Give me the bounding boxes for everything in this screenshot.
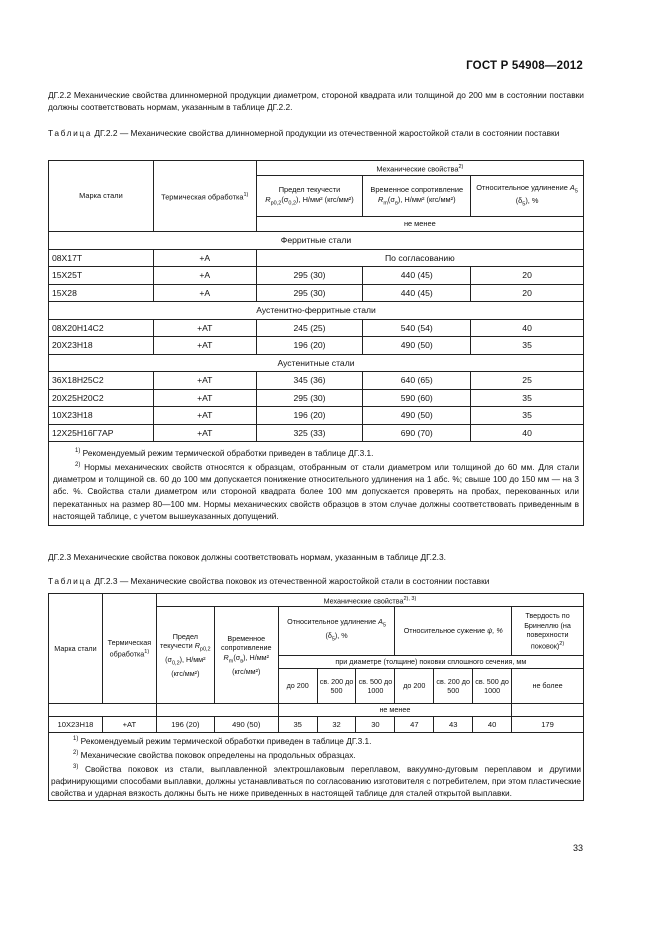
section-title: Аустенитные стали [49,354,584,372]
table-dg-2-3 [48,593,584,801]
header-elongation: Относительное удлинение $A_5$ $(\delta_5)$, % [471,176,584,217]
header-not-more: не более [512,669,584,704]
header-d3: св. 500 до 1000 [473,669,512,704]
table-footnotes: $^{1)}$ Рекомендуемый режим термической обработки приведен в таблице ДГ.3.1. $^{2)}$ Механические свойства поковок определены на продольных образцах. $^{3)}$ Свойства поковок из стали, выплавленной электрошлаковым переплавом, вакуумно-дуговым переплавом и другими рафинирующими способами выплавки, должны устанавливаться по согласованию изготовителя с потребителем, при этом пластические свойства и ударная вязкость должны быть не ниже приведенных в настоящей таблице для сталей открытой выплавки. [49,733,584,801]
header-not-less: не менее [278,704,511,717]
section-title: Ферритные стали [49,232,584,250]
caption-prefix: Таблица [48,128,93,138]
caption-text: ДГ.2.3 — Механические свойства поковок из отечественной жаростойкой стали в состоянии поставки [94,576,490,586]
header-yield: Предел текучести $R_{p0,2}$ $(\sigma_{0,2})$, Н/мм² (кгс/мм²) [156,607,214,704]
paragraph-dg-2-2: ДГ.2.2 Механические свойства длинномерной продукции диаметром, стороной квадрата или толщиной до 200 мм в состоянии поставки должны соответствовать нормам, указанным в таблице ДГ.2.2. [48,90,584,112]
table-caption-dg-2-3 [48,575,584,587]
table-row: 36Х18Н25С2 +АТ 345 (36) 640 (65) 25 [49,372,584,390]
table-row: 20Х25Н20С2 +АТ 295 (30) 590 (60) 35 [49,389,584,407]
table-row: 10Х23Н18 +АТ 196 (20) 490 (50) 35 [49,407,584,425]
caption-prefix: Таблица [48,576,93,586]
table-row: 08Х17Т +А По согласованию [49,249,584,267]
header-d1: до 200 [395,669,434,704]
table-row: 08Х20Н14С2 +АТ 245 (25) 540 (54) 40 [49,319,584,337]
page-number: 33 [572,843,583,853]
header-d2: св. 200 до 500 [434,669,473,704]
section-title: Аустенитно-ферритные стали [49,302,584,320]
header-d3: св. 500 до 1000 [356,669,395,704]
table-row: 20Х23Н18 +АТ 196 (20) 490 (50) 35 [49,337,584,355]
header-yield: Предел текучести $R_{p0,2}(\sigma_{0,2})$, Н/мм² (кгс/мм²) [256,176,363,217]
standard-header: ГОСТ Р 54908—2012 [466,60,583,72]
header-grade: Марка стали [49,594,103,704]
header-heat-treatment: Термическая обработка$^{1)}$ [153,161,256,232]
header-heat-treatment: Термическая обработка$^{1)}$ [102,594,156,704]
table-row: 15Х25Т +А 295 (30) 440 (45) 20 [49,267,584,285]
table-row: 12Х25Н16Г7АР +АТ 325 (33) 690 (70) 40 [49,424,584,442]
header-elongation: Относительное удлинение $A_5$ $(\delta_5)$, % [278,607,395,656]
header-reduction: Относительное сужение ψ, % [395,607,512,656]
table-row: 10Х23Н18 +АТ 196 (20) 490 (50) 35 32 30 47 43 40 179 [49,717,584,733]
header-d2: св. 200 до 500 [317,669,356,704]
paragraph-dg-2-3: ДГ.2.3 Механические свойства поковок должны соответствовать нормам, указанным в таблице ДГ.2.3. [48,552,446,562]
table-caption-dg-2-2 [48,127,584,139]
header-tensile: Временное сопротивление $R_m(\sigma_в)$, Н/мм² (кгс/мм²) [214,607,278,704]
table-row: 15Х28 +А 295 (30) 440 (45) 20 [49,284,584,302]
header-hardness: Твердость по Бринеллю (на поверхности поковок)$^{2)}$ [512,607,584,656]
table-dg-2-2 [48,160,584,526]
header-diameter: при диаметре (толщине) поковки сплошного сечения, мм [278,656,583,669]
header-mech-props: Механические свойства$^{2)}$ [256,161,583,176]
header-mech-props: Механические свойства$^{2), 3)}$ [156,594,583,607]
header-grade: Марка стали [49,161,154,232]
caption-text: ДГ.2.2 — Механические свойства длинномерной продукции из отечественной жаростойкой стали в состоянии поставки [94,128,560,138]
header-d1: до 200 [278,669,317,704]
table-footnotes: $^{1)}$ Рекомендуемый режим термической обработки приведен в таблице ДГ.3.1. $^{2)}$ Нормы механических свойств относятся к образцам, отобранным от стали диаметром или толщиной до 60 мм. Для стали диаметром и толщиной св. 60 до 100 мм допускается понижение относительного удлинения на 1 абс. %; свыше 100 до 150 мм — на 3 абс. %. Свойства стали диаметром или стороной квадрата более 100 мм допускается проверять на пробах, перекованных или перекатанных на размер 80—100 мм. Нормы механических свойств образцов в этом случае должны соответствовать приведенным в настоящей таблице, с учетом вышеуказанных допущений. [49,442,584,526]
header-not-less: не менее [256,217,583,232]
header-tensile: Временное сопротивление $R_m(\sigma_в)$, Н/мм² (кгс/мм²) [363,176,471,217]
